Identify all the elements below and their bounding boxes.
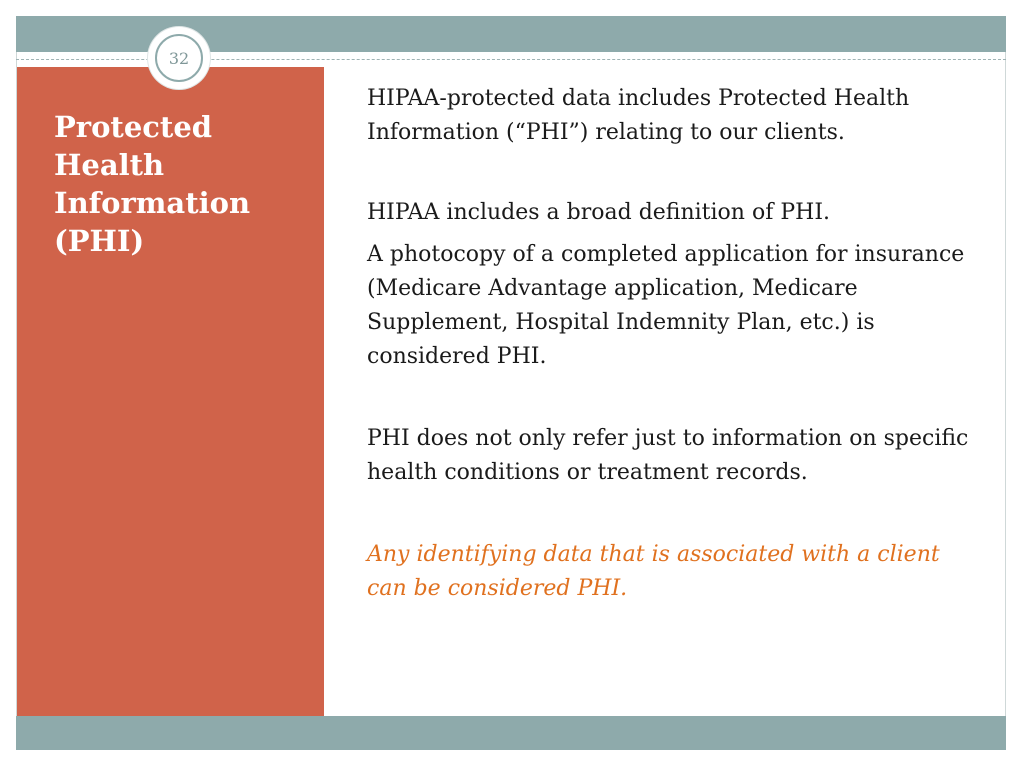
emphasis-paragraph: Any identifying data that is associated with a client can be considered PHI. — [367, 542, 940, 601]
bottom-band — [16, 716, 1006, 750]
body-paragraph: PHI does not only refer just to information on specific health conditions or treatment records. — [367, 426, 969, 485]
body-paragraph: A photocopy of a completed application for insurance (Medicare Advantage application, Medicare Supplement, Hospital Indemnity Plan, etc.) is considered PHI. — [367, 242, 965, 369]
page-number-badge — [148, 27, 210, 89]
page-number: 32 — [155, 34, 203, 82]
body-paragraph: HIPAA-protected data includes Protected Health Information (“PHI”) relating to our clients. — [367, 86, 910, 145]
body-paragraph: HIPAA includes a broad definition of PHI. — [367, 200, 831, 225]
slide-body — [367, 82, 977, 606]
slide-title: Protected Health Information (PHI) — [54, 110, 251, 258]
